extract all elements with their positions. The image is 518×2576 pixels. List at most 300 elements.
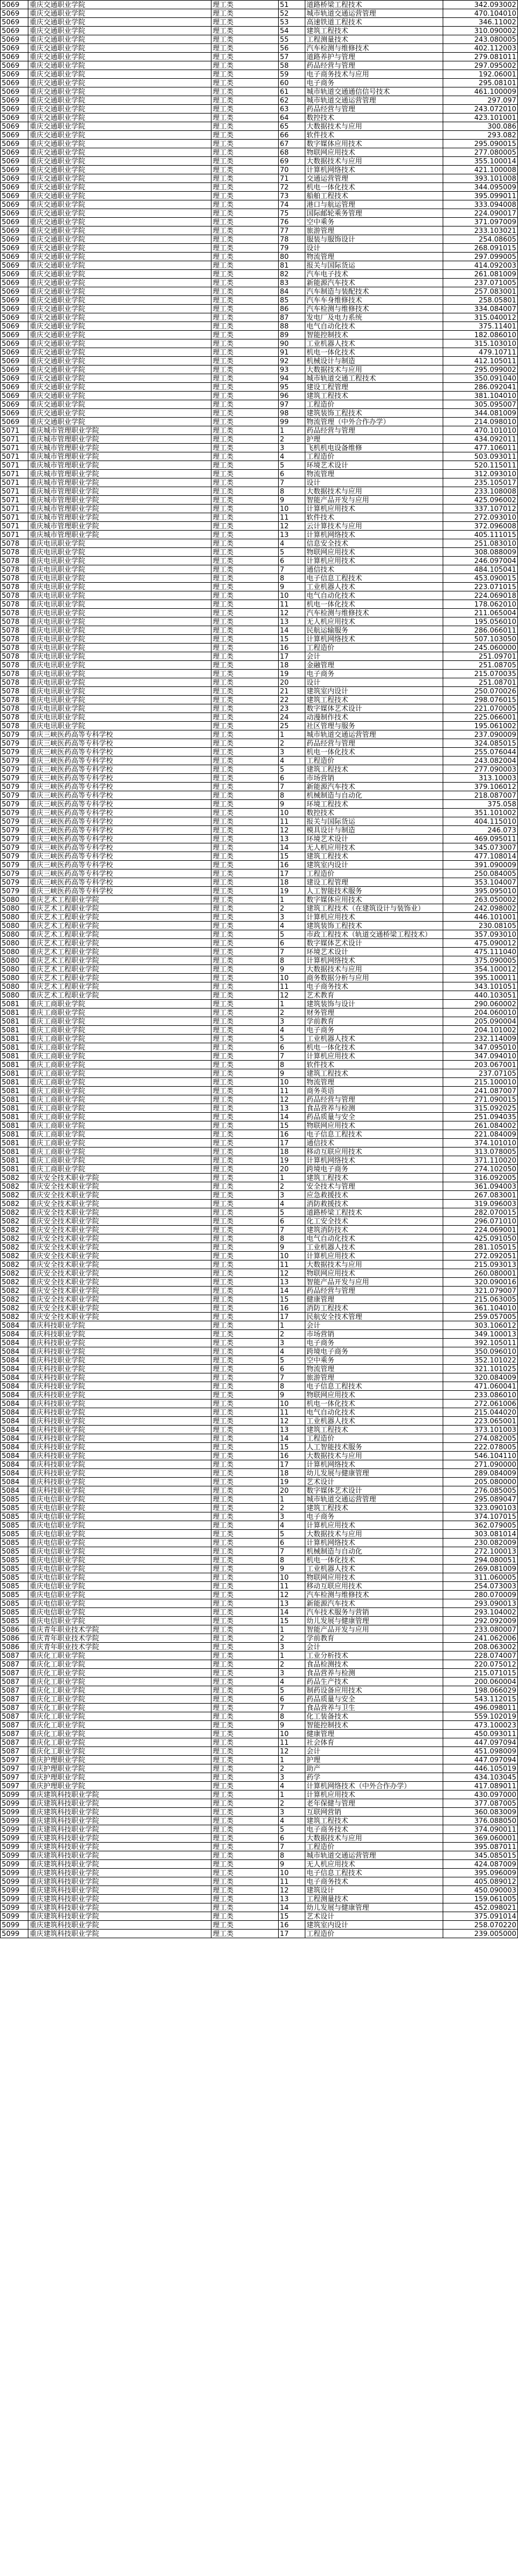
major-name-cell: 机电一体化技术 bbox=[305, 1400, 443, 1408]
school-code-cell: 5080 bbox=[1, 930, 28, 939]
category-cell: 理工类 bbox=[211, 1069, 279, 1078]
category-cell: 理工类 bbox=[211, 626, 279, 635]
score-cell: 319.096003 bbox=[443, 1200, 518, 1208]
table-row bbox=[1, 1156, 518, 1165]
table-row bbox=[1, 1808, 518, 1817]
school-name-cell: 重庆科技职业学院 bbox=[28, 1321, 211, 1330]
category-cell: 理工类 bbox=[211, 1356, 279, 1365]
score-cell: 374.107015 bbox=[443, 1512, 518, 1521]
school-code-cell: 5069 bbox=[1, 53, 28, 61]
major-index-cell: 75 bbox=[279, 209, 305, 218]
table-row bbox=[1, 1121, 518, 1130]
category-cell: 理工类 bbox=[211, 426, 279, 435]
major-index-cell: 16 bbox=[279, 644, 305, 652]
table-row bbox=[1, 1930, 518, 1938]
score-cell: 375.091014 bbox=[443, 1912, 518, 1921]
score-cell: 361.094003 bbox=[443, 1182, 518, 1191]
category-cell: 理工类 bbox=[211, 1834, 279, 1843]
major-name-cell: 计算机网络技术 bbox=[305, 956, 443, 965]
score-cell: 373.101003 bbox=[443, 1426, 518, 1434]
school-name-cell: 重庆科技职业学院 bbox=[28, 1347, 211, 1356]
table-row bbox=[1, 261, 518, 270]
category-cell: 理工类 bbox=[211, 470, 279, 478]
school-name-cell: 重庆建筑科技职业学院 bbox=[28, 1851, 211, 1860]
school-name-cell: 重庆交通职业学院 bbox=[28, 114, 211, 122]
major-name-cell: 商务英语 bbox=[305, 1087, 443, 1095]
school-code-cell: 5078 bbox=[1, 548, 28, 557]
major-name-cell: 软件技术 bbox=[305, 513, 443, 522]
school-code-cell: 5079 bbox=[1, 800, 28, 809]
major-name-cell: 旅游管理 bbox=[305, 1373, 443, 1382]
score-cell: 308.088009 bbox=[443, 548, 518, 557]
score-cell: 208.063002 bbox=[443, 1643, 518, 1651]
school-name-cell: 重庆交通职业学院 bbox=[28, 183, 211, 192]
major-name-cell: 计算机网络技术（中外合作办学） bbox=[305, 1782, 443, 1791]
major-index-cell: 11 bbox=[279, 817, 305, 826]
score-cell: 371.097009 bbox=[443, 218, 518, 226]
school-code-cell: 5078 bbox=[1, 661, 28, 670]
major-name-cell: 人工智能技术服务 bbox=[305, 1443, 443, 1452]
score-cell: 375.090005 bbox=[443, 956, 518, 965]
score-cell: 286.092041 bbox=[443, 383, 518, 392]
table-row bbox=[1, 644, 518, 652]
school-code-cell: 5087 bbox=[1, 1686, 28, 1695]
major-index-cell: 76 bbox=[279, 218, 305, 226]
category-cell: 理工类 bbox=[211, 861, 279, 869]
score-cell: 345.073007 bbox=[443, 843, 518, 852]
major-name-cell: 物联网应用技术 bbox=[305, 148, 443, 157]
major-name-cell: 工程测量技术 bbox=[305, 1895, 443, 1903]
major-index-cell: 19 bbox=[279, 670, 305, 678]
category-cell: 理工类 bbox=[211, 982, 279, 991]
category-cell: 理工类 bbox=[211, 661, 279, 670]
school-code-cell: 5080 bbox=[1, 965, 28, 974]
school-name-cell: 重庆安全技术职业学院 bbox=[28, 1269, 211, 1278]
school-code-cell: 5069 bbox=[1, 1, 28, 9]
school-name-cell: 重庆城市管理职业学院 bbox=[28, 461, 211, 470]
category-cell: 理工类 bbox=[211, 1426, 279, 1434]
major-index-cell: 53 bbox=[279, 18, 305, 27]
score-cell: 215.100010 bbox=[443, 1078, 518, 1087]
school-code-cell: 5071 bbox=[1, 461, 28, 470]
school-name-cell: 重庆艺术工程职业学院 bbox=[28, 930, 211, 939]
table-row bbox=[1, 1148, 518, 1156]
school-code-cell: 5085 bbox=[1, 1599, 28, 1608]
category-cell: 理工类 bbox=[211, 357, 279, 366]
table-row bbox=[1, 366, 518, 374]
score-cell: 237.071005 bbox=[443, 279, 518, 287]
major-index-cell: 15 bbox=[279, 1121, 305, 1130]
school-code-cell: 5080 bbox=[1, 939, 28, 948]
score-cell: 395.100011 bbox=[443, 974, 518, 982]
score-cell: 425.091050 bbox=[443, 1234, 518, 1243]
category-cell: 理工类 bbox=[211, 1452, 279, 1460]
major-name-cell: 计算机网络技术 bbox=[305, 1460, 443, 1469]
school-code-cell: 5082 bbox=[1, 1313, 28, 1321]
category-cell: 理工类 bbox=[211, 200, 279, 209]
category-cell: 理工类 bbox=[211, 1478, 279, 1486]
table-row bbox=[1, 1434, 518, 1443]
category-cell: 理工类 bbox=[211, 1591, 279, 1599]
major-name-cell: 城市轨道交通运营管理 bbox=[305, 730, 443, 739]
school-name-cell: 重庆建筑科技职业学院 bbox=[28, 1834, 211, 1843]
major-index-cell: 1 bbox=[279, 1651, 305, 1660]
table-row bbox=[1, 18, 518, 27]
category-cell: 理工类 bbox=[211, 852, 279, 861]
school-name-cell: 重庆城市管理职业学院 bbox=[28, 531, 211, 539]
school-code-cell: 5085 bbox=[1, 1565, 28, 1573]
school-name-cell: 重庆电信职业学院 bbox=[28, 1599, 211, 1608]
major-index-cell: 4 bbox=[279, 922, 305, 930]
table-row bbox=[1, 1365, 518, 1373]
major-name-cell: 大数据技术与应用 bbox=[305, 1260, 443, 1269]
table-row bbox=[1, 1556, 518, 1565]
major-name-cell: 机械设计与制造 bbox=[305, 357, 443, 366]
major-name-cell: 空中乘务 bbox=[305, 1356, 443, 1365]
major-name-cell: 设计 bbox=[305, 244, 443, 253]
table-row bbox=[1, 1174, 518, 1182]
category-cell: 理工类 bbox=[211, 18, 279, 27]
major-name-cell: 智能产品开发与应用 bbox=[305, 1278, 443, 1287]
major-name-cell: 计算机应用技术 bbox=[305, 1521, 443, 1530]
major-name-cell: 工程造价 bbox=[305, 869, 443, 878]
score-cell: 395.087011 bbox=[443, 1843, 518, 1851]
category-cell: 理工类 bbox=[211, 1547, 279, 1556]
score-cell: 369.060001 bbox=[443, 1834, 518, 1843]
major-name-cell: 数字媒体应用技术 bbox=[305, 140, 443, 148]
major-index-cell: 22 bbox=[279, 696, 305, 704]
major-index-cell: 97 bbox=[279, 400, 305, 409]
major-index-cell: 3 bbox=[279, 1339, 305, 1347]
table-row bbox=[1, 635, 518, 644]
school-name-cell: 重庆电信职业学院 bbox=[28, 1617, 211, 1625]
score-cell: 228.074007 bbox=[443, 1651, 518, 1660]
school-code-cell: 5078 bbox=[1, 713, 28, 722]
school-code-cell: 5084 bbox=[1, 1356, 28, 1365]
school-code-cell: 5078 bbox=[1, 583, 28, 591]
category-cell: 理工类 bbox=[211, 1730, 279, 1738]
school-name-cell: 重庆三峡医药高等专科学校 bbox=[28, 852, 211, 861]
category-cell: 理工类 bbox=[211, 400, 279, 409]
category-cell: 理工类 bbox=[211, 765, 279, 774]
table-row bbox=[1, 1625, 518, 1634]
school-name-cell: 重庆交通职业学院 bbox=[28, 235, 211, 244]
school-name-cell: 重庆三峡医药高等专科学校 bbox=[28, 826, 211, 835]
score-cell: 440.103051 bbox=[443, 991, 518, 1000]
major-name-cell: 市场营销 bbox=[305, 774, 443, 783]
major-index-cell: 11 bbox=[279, 1087, 305, 1095]
category-cell: 理工类 bbox=[211, 1738, 279, 1747]
table-row bbox=[1, 1912, 518, 1921]
category-cell: 理工类 bbox=[211, 1486, 279, 1495]
school-name-cell: 重庆城市管理职业学院 bbox=[28, 513, 211, 522]
category-cell: 理工类 bbox=[211, 1695, 279, 1704]
major-name-cell: 建设工程管理 bbox=[305, 878, 443, 887]
score-cell: 237.090009 bbox=[443, 730, 518, 739]
school-name-cell: 重庆化工职业学院 bbox=[28, 1738, 211, 1747]
category-cell: 理工类 bbox=[211, 1625, 279, 1634]
category-cell: 理工类 bbox=[211, 366, 279, 374]
category-cell: 理工类 bbox=[211, 1095, 279, 1104]
score-cell: 395.096009 bbox=[443, 1869, 518, 1877]
score-cell: 195.056010 bbox=[443, 617, 518, 626]
category-cell: 理工类 bbox=[211, 1017, 279, 1026]
school-name-cell: 重庆工商职业学院 bbox=[28, 1095, 211, 1104]
category-cell: 理工类 bbox=[211, 1643, 279, 1651]
major-name-cell: 建筑工程技术 bbox=[305, 1504, 443, 1512]
school-name-cell: 重庆安全技术职业学院 bbox=[28, 1234, 211, 1243]
school-name-cell: 重庆建筑科技职业学院 bbox=[28, 1825, 211, 1834]
major-name-cell: 艺术设计 bbox=[305, 1478, 443, 1486]
table-row bbox=[1, 44, 518, 53]
school-code-cell: 5078 bbox=[1, 617, 28, 626]
category-cell: 理工类 bbox=[211, 1512, 279, 1521]
major-name-cell: 移动互联应用技术 bbox=[305, 1148, 443, 1156]
school-code-cell: 5069 bbox=[1, 218, 28, 226]
table-row bbox=[1, 922, 518, 930]
school-code-cell: 5085 bbox=[1, 1504, 28, 1512]
school-name-cell: 重庆交通职业学院 bbox=[28, 339, 211, 348]
table-row bbox=[1, 1408, 518, 1417]
school-code-cell: 5099 bbox=[1, 1869, 28, 1877]
school-name-cell: 重庆三峡医药高等专科学校 bbox=[28, 835, 211, 843]
major-index-cell: 59 bbox=[279, 70, 305, 79]
school-code-cell: 5081 bbox=[1, 1156, 28, 1165]
score-cell: 417.089011 bbox=[443, 1782, 518, 1791]
major-index-cell: 84 bbox=[279, 287, 305, 296]
category-cell: 理工类 bbox=[211, 1373, 279, 1382]
school-code-cell: 5078 bbox=[1, 704, 28, 713]
school-name-cell: 重庆交通职业学院 bbox=[28, 9, 211, 18]
major-index-cell: 1 bbox=[279, 730, 305, 739]
school-code-cell: 5084 bbox=[1, 1373, 28, 1382]
school-code-cell: 5079 bbox=[1, 791, 28, 800]
table-row bbox=[1, 53, 518, 61]
major-index-cell: 55 bbox=[279, 35, 305, 44]
score-cell: 434.092011 bbox=[443, 435, 518, 444]
table-row bbox=[1, 696, 518, 704]
major-name-cell: 工程造价 bbox=[305, 400, 443, 409]
major-index-cell: 4 bbox=[279, 452, 305, 461]
category-cell: 理工类 bbox=[211, 505, 279, 513]
score-cell: 353.104007 bbox=[443, 878, 518, 887]
score-cell: 235.105017 bbox=[443, 478, 518, 487]
table-row bbox=[1, 704, 518, 713]
score-cell: 203.067001 bbox=[443, 1061, 518, 1069]
major-index-cell: 54 bbox=[279, 27, 305, 35]
score-cell: 215.093013 bbox=[443, 1260, 518, 1269]
major-index-cell: 6 bbox=[279, 939, 305, 948]
school-name-cell: 重庆化工职业学院 bbox=[28, 1747, 211, 1756]
school-name-cell: 重庆电信职业学院 bbox=[28, 1504, 211, 1512]
category-cell: 理工类 bbox=[211, 313, 279, 322]
category-cell: 理工类 bbox=[211, 1226, 279, 1234]
category-cell: 理工类 bbox=[211, 739, 279, 748]
major-index-cell: 12 bbox=[279, 1886, 305, 1895]
major-index-cell: 8 bbox=[279, 574, 305, 583]
category-cell: 理工类 bbox=[211, 1582, 279, 1591]
major-name-cell: 城市轨道交通运营管理 bbox=[305, 96, 443, 105]
score-cell: 362.079005 bbox=[443, 1521, 518, 1530]
table-row bbox=[1, 1217, 518, 1226]
category-cell: 理工类 bbox=[211, 1321, 279, 1330]
table-row bbox=[1, 1043, 518, 1052]
category-cell: 理工类 bbox=[211, 609, 279, 617]
table-row bbox=[1, 96, 518, 105]
school-code-cell: 5087 bbox=[1, 1747, 28, 1756]
category-cell: 理工类 bbox=[211, 79, 279, 87]
school-name-cell: 重庆交通职业学院 bbox=[28, 357, 211, 366]
category-cell: 理工类 bbox=[211, 574, 279, 583]
category-cell: 理工类 bbox=[211, 644, 279, 652]
category-cell: 理工类 bbox=[211, 1339, 279, 1347]
category-cell: 理工类 bbox=[211, 1, 279, 9]
score-cell: 320.090016 bbox=[443, 1278, 518, 1287]
school-code-cell: 5097 bbox=[1, 1782, 28, 1791]
school-code-cell: 5087 bbox=[1, 1704, 28, 1712]
table-row bbox=[1, 183, 518, 192]
category-cell: 理工类 bbox=[211, 1608, 279, 1617]
category-cell: 理工类 bbox=[211, 157, 279, 166]
school-name-cell: 重庆交通职业学院 bbox=[28, 174, 211, 183]
score-cell: 257.083001 bbox=[443, 287, 518, 296]
table-row bbox=[1, 835, 518, 843]
category-cell: 理工类 bbox=[211, 713, 279, 722]
school-name-cell: 重庆交通职业学院 bbox=[28, 392, 211, 400]
major-index-cell: 12 bbox=[279, 1095, 305, 1104]
school-name-cell: 重庆建筑科技职业学院 bbox=[28, 1912, 211, 1921]
school-code-cell: 5081 bbox=[1, 1130, 28, 1139]
school-name-cell: 重庆交通职业学院 bbox=[28, 305, 211, 313]
score-cell: 214.098010 bbox=[443, 418, 518, 426]
major-index-cell: 12 bbox=[279, 1417, 305, 1426]
table-row bbox=[1, 1756, 518, 1764]
score-cell: 507.103050 bbox=[443, 635, 518, 644]
major-index-cell: 96 bbox=[279, 392, 305, 400]
table-row bbox=[1, 1113, 518, 1121]
school-code-cell: 5087 bbox=[1, 1660, 28, 1669]
table-row bbox=[1, 1356, 518, 1365]
school-code-cell: 5085 bbox=[1, 1617, 28, 1625]
major-name-cell: 无人机应用技术 bbox=[305, 617, 443, 626]
major-index-cell: 68 bbox=[279, 148, 305, 157]
major-index-cell: 56 bbox=[279, 44, 305, 53]
table-row bbox=[1, 1817, 518, 1825]
school-code-cell: 5082 bbox=[1, 1182, 28, 1191]
major-name-cell: 建筑工程技术（在建筑设计与装饰业） bbox=[305, 904, 443, 913]
school-code-cell: 5078 bbox=[1, 574, 28, 583]
school-code-cell: 5071 bbox=[1, 496, 28, 505]
score-cell: 292.092009 bbox=[443, 1617, 518, 1625]
category-cell: 理工类 bbox=[211, 331, 279, 339]
major-name-cell: 工业机器人技术 bbox=[305, 1035, 443, 1043]
category-cell: 理工类 bbox=[211, 948, 279, 956]
school-name-cell: 重庆交通职业学院 bbox=[28, 244, 211, 253]
score-cell: 357.093010 bbox=[443, 930, 518, 939]
major-index-cell: 79 bbox=[279, 244, 305, 253]
category-cell: 理工类 bbox=[211, 1521, 279, 1530]
table-row bbox=[1, 539, 518, 548]
school-code-cell: 5079 bbox=[1, 774, 28, 783]
major-index-cell: 15 bbox=[279, 1617, 305, 1625]
table-row bbox=[1, 1565, 518, 1573]
school-name-cell: 重庆安全技术职业学院 bbox=[28, 1313, 211, 1321]
category-cell: 理工类 bbox=[211, 826, 279, 835]
major-name-cell: 健康管理 bbox=[305, 1295, 443, 1304]
category-cell: 理工类 bbox=[211, 1660, 279, 1669]
school-name-cell: 重庆交通职业学院 bbox=[28, 140, 211, 148]
school-code-cell: 5082 bbox=[1, 1260, 28, 1269]
category-cell: 理工类 bbox=[211, 1903, 279, 1912]
major-name-cell: 设计 bbox=[305, 478, 443, 487]
major-name-cell: 大数据技术与应用 bbox=[305, 122, 443, 131]
major-index-cell: 81 bbox=[279, 261, 305, 270]
category-cell: 理工类 bbox=[211, 1165, 279, 1174]
school-name-cell: 重庆建筑科技职业学院 bbox=[28, 1791, 211, 1799]
school-name-cell: 重庆安全技术职业学院 bbox=[28, 1304, 211, 1313]
major-index-cell: 13 bbox=[279, 617, 305, 626]
score-cell: 315.040012 bbox=[443, 313, 518, 322]
major-index-cell: 12 bbox=[279, 826, 305, 835]
major-index-cell: 78 bbox=[279, 235, 305, 244]
school-code-cell: 5079 bbox=[1, 852, 28, 861]
school-name-cell: 重庆三峡医药高等专科学校 bbox=[28, 861, 211, 869]
table-row bbox=[1, 1851, 518, 1860]
school-name-cell: 重庆建筑科技职业学院 bbox=[28, 1799, 211, 1808]
school-code-cell: 5084 bbox=[1, 1347, 28, 1356]
table-row bbox=[1, 609, 518, 617]
major-index-cell: 8 bbox=[279, 1061, 305, 1069]
score-cell: 237.07105 bbox=[443, 1069, 518, 1078]
category-cell: 理工类 bbox=[211, 1148, 279, 1156]
score-cell: 261.081009 bbox=[443, 270, 518, 279]
school-name-cell: 重庆化工职业学院 bbox=[28, 1730, 211, 1738]
school-code-cell: 5081 bbox=[1, 1009, 28, 1017]
school-code-cell: 5082 bbox=[1, 1304, 28, 1313]
table-row bbox=[1, 218, 518, 226]
major-name-cell: 汽车检测与维修技术 bbox=[305, 305, 443, 313]
major-name-cell: 建筑工程技术 bbox=[305, 1817, 443, 1825]
category-cell: 理工类 bbox=[211, 131, 279, 140]
major-name-cell: 环境艺术设计 bbox=[305, 948, 443, 956]
score-cell: 215.070035 bbox=[443, 670, 518, 678]
score-cell: 372.096008 bbox=[443, 522, 518, 531]
school-code-cell: 5069 bbox=[1, 27, 28, 35]
category-cell: 理工类 bbox=[211, 817, 279, 826]
major-name-cell: 计算机网络技术 bbox=[305, 1156, 443, 1165]
category-cell: 理工类 bbox=[211, 1617, 279, 1625]
school-name-cell: 重庆化工职业学院 bbox=[28, 1660, 211, 1669]
category-cell: 理工类 bbox=[211, 496, 279, 505]
category-cell: 理工类 bbox=[211, 687, 279, 696]
school-name-cell: 重庆工商职业学院 bbox=[28, 1121, 211, 1130]
category-cell: 理工类 bbox=[211, 835, 279, 843]
school-code-cell: 5071 bbox=[1, 426, 28, 435]
major-name-cell: 护理 bbox=[305, 1756, 443, 1764]
table-row bbox=[1, 1026, 518, 1035]
category-cell: 理工类 bbox=[211, 1035, 279, 1043]
school-code-cell: 5082 bbox=[1, 1217, 28, 1226]
major-name-cell: 电子商务技术 bbox=[305, 1877, 443, 1886]
table-row bbox=[1, 357, 518, 366]
school-code-cell: 5078 bbox=[1, 678, 28, 687]
school-name-cell: 重庆电讯职业学院 bbox=[28, 696, 211, 704]
score-cell: 251.08701 bbox=[443, 678, 518, 687]
category-cell: 理工类 bbox=[211, 174, 279, 183]
category-cell: 理工类 bbox=[211, 1347, 279, 1356]
school-code-cell: 5081 bbox=[1, 1078, 28, 1087]
score-cell: 295.089047 bbox=[443, 1495, 518, 1504]
